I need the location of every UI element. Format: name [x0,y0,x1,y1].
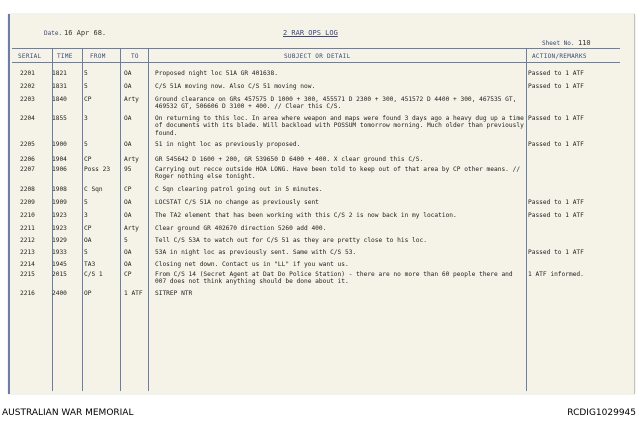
entry-from: 3 [84,212,88,219]
entry-time: 1904 [52,156,67,163]
entry-to: 95 [124,166,132,173]
entry-subject: Ground clearance on GRs 457575 D 1000 + 300, 455571 D 2300 + 300, 451572 D 4400 + 300, 467535 GT, 469532 GT, 506606 D 3100 + 400. // Clear this C/S. [155,96,517,111]
col-divider [120,48,121,391]
page-title: 2 RAR OPS LOG [283,29,338,37]
entry-serial: 2202 [20,83,35,90]
col-header-to: TO [131,53,139,60]
entry-to: CP [124,271,132,278]
entry-action: Passed to 1 ATF [528,70,584,77]
entry-to: OA [124,212,132,219]
entry-to: OA [124,141,132,148]
entry-from: Poss 23 [84,166,111,173]
entry-time: 1908 [52,186,67,193]
sheet-number: 110 [578,39,591,47]
entry-from: C Sqn [84,186,103,193]
entry-from: CP [84,156,92,163]
footer-credit: AUSTRALIAN WAR MEMORIAL [2,408,134,418]
entry-serial: 2212 [20,237,35,244]
entry-from: 5 [84,249,88,256]
entry-serial: 2207 [20,166,35,173]
entry-to: CP [124,186,132,193]
entry-serial: 2211 [20,225,35,232]
entry-subject: Clear ground GR 402670 direction 5260 add 400. [155,225,327,232]
entry-from: 5 [84,199,88,206]
entry-to: 1 ATF [124,290,143,297]
entry-to: OA [124,249,132,256]
entry-from: C/S 1 [84,271,103,278]
entry-time: 1923 [52,212,67,219]
entry-serial: 2209 [20,199,35,206]
entry-subject: On returning to this loc. In area where weapon and maps were found 3 days ago a heavy dug up a time of documents with its blade. Will backload with POSSUM tomorrow morning. Much older than previously found. [155,115,524,137]
entry-time: 1855 [52,115,67,122]
table-top-rule [12,48,620,49]
entry-serial: 2216 [20,290,35,297]
col-divider [148,48,149,391]
entry-serial: 2213 [20,249,35,256]
entry-from: CP [84,225,92,232]
entry-serial: 2215 [20,271,35,278]
entry-from: OA [84,237,92,244]
entry-subject: SITREP NTR [155,290,193,297]
entry-from: 5 [84,83,88,90]
footer-id: RCDIG1029945 [567,408,636,418]
date-value: 16 Apr 68. [64,29,107,37]
entry-action: Passed to 1 ATF [528,199,584,206]
entry-action: Passed to 1 ATF [528,83,584,90]
header-rule [12,62,620,63]
entry-subject: C Sqn clearing patrol going out in 5 minutes. [155,186,323,193]
entry-from: OP [84,290,92,297]
entry-action: Passed to 1 ATF [528,212,584,219]
entry-subject: 51 in night loc as previously proposed. [155,141,301,148]
col-header-from: FROM [90,53,106,60]
entry-from: CP [84,96,92,103]
entry-serial: 2203 [20,96,35,103]
entry-serial: 2208 [20,186,35,193]
date-label: Date. [44,30,63,37]
entry-to: OA [124,115,132,122]
entry-to: OA [124,199,132,206]
sheet-label: Sheet No. [542,40,575,47]
entry-subject: Carrying out recce outside HOA LONG. Have been told to keep out of that area by CP other means. // Roger nothing else tonight. [155,166,521,181]
entry-serial: 2205 [20,141,35,148]
entry-time: 1945 [52,261,67,268]
col-header-subject: SUBJECT OR DETAIL [284,53,351,60]
entry-time: 1909 [52,199,67,206]
entry-time: 1840 [52,96,67,103]
entry-from: 3 [84,115,88,122]
entry-from: 5 [84,70,88,77]
entry-action: Passed to 1 ATF [528,141,584,148]
entry-to: Arty [124,156,139,163]
entry-subject: From C/S 14 (Secret Agent at Dat Do Police Station) - there are no more than 60 people there and 007 does not think anything should be done about it. [155,271,513,286]
entry-time: 1933 [52,249,67,256]
entry-serial: 2206 [20,156,35,163]
entry-subject: GR 545642 D 1600 + 200, GR 539650 D 6400 + 400. X clear ground this C/S. [155,156,424,163]
entry-subject: 53A in night loc as previously sent. Same with C/S 53. [155,249,357,256]
entry-subject: Proposed night loc 51A GR 401638. [155,70,278,77]
entry-time: 2015 [52,271,67,278]
entry-to: Arty [124,96,139,103]
col-header-serial: SERIAL [18,53,42,60]
col-header-action: ACTION/REMARKS [532,53,587,60]
entry-action: Passed to 1 ATF [528,115,584,122]
entry-subject: Tell C/S 53A to watch out for C/S 51 as they are pretty close to his loc. [155,237,427,244]
col-divider [82,48,83,391]
entry-serial: 2204 [20,115,35,122]
entry-action: 1 ATF informed. [528,271,584,278]
entry-serial: 2201 [20,70,35,77]
entry-to: 5 [124,237,128,244]
entry-from: 5 [84,141,88,148]
col-header-time: TIME [57,53,73,60]
entry-from: TA3 [84,261,96,268]
entry-serial: 2214 [20,261,35,268]
entry-subject: C/S 51A moving now. Also C/S 51 moving now. [155,83,316,90]
entry-to: OA [124,261,132,268]
entry-to: OA [124,83,132,90]
entry-time: 1923 [52,225,67,232]
entry-subject: LOCSTAT C/S 51A no change as previously sent [155,199,319,206]
entry-time: 1900 [52,141,67,148]
entry-time: 2400 [52,290,67,297]
entry-to: Arty [124,225,139,232]
entry-time: 1929 [52,237,67,244]
entry-subject: The TA2 element that has been working with this C/S 2 is now back in my location. [155,212,457,219]
entry-subject: Closing net down. Contact us in "LL" if you want us. [155,261,349,268]
entry-to: OA [124,70,132,77]
entry-time: 1821 [52,70,67,77]
entry-time: 1831 [52,83,67,90]
entry-time: 1906 [52,166,67,173]
entry-action: Passed to 1 ATF [528,249,584,256]
entry-serial: 2210 [20,212,35,219]
